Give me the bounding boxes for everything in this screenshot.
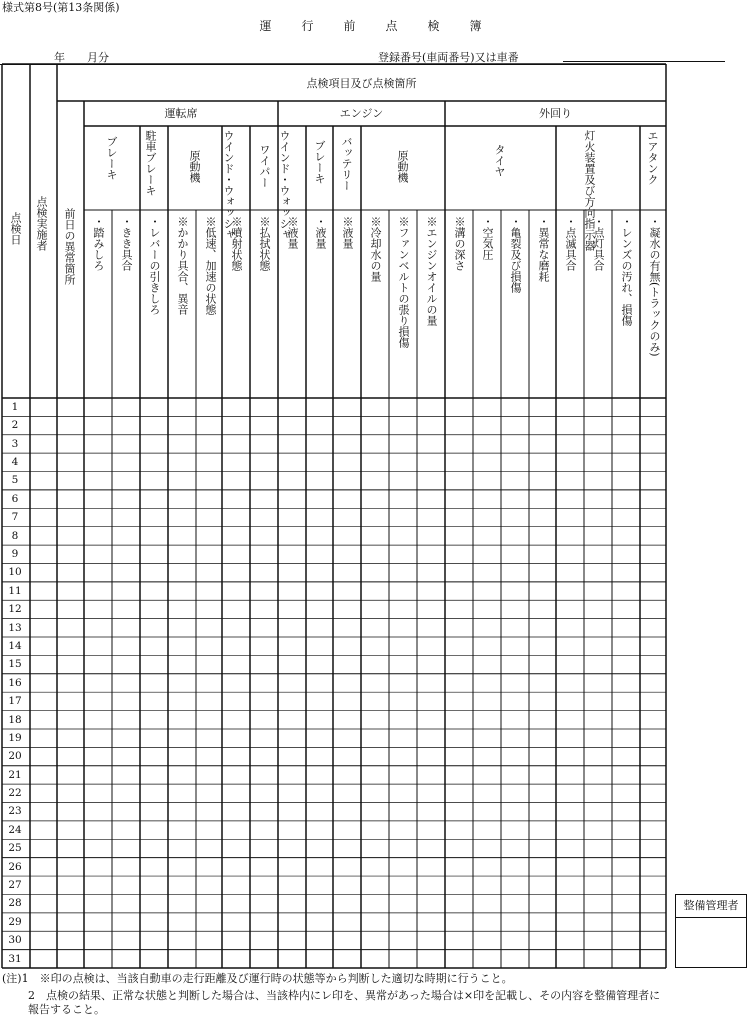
item-label: ※噴射状態 — [230, 216, 243, 271]
item-label: ※払拭状態 — [258, 216, 271, 271]
day-number: 19 — [8, 731, 22, 744]
item-label: ・液量 — [314, 216, 327, 249]
day-number: 13 — [8, 621, 22, 634]
item-label: ・空気圧 — [481, 216, 494, 260]
day-number: 18 — [8, 713, 22, 726]
note-2-cont: 報告すること。 — [28, 1003, 105, 1016]
item-label: ・点灯具合 — [592, 216, 605, 271]
year-label: 年 — [54, 51, 65, 64]
day-number: 30 — [8, 934, 22, 947]
item-label: ・きき具合 — [120, 216, 133, 271]
sub-air-tank: エアタンク — [646, 130, 659, 185]
day-number: 20 — [8, 750, 22, 763]
day-number: 14 — [8, 639, 22, 652]
item-label: ・レンズの汚れ、損傷 — [620, 216, 633, 326]
sub-brake: ブレーキ — [105, 136, 118, 180]
sub-prime-mover: 原動機 — [188, 150, 201, 183]
day-number: 27 — [8, 879, 22, 891]
note-2: 2 点検の結果、正常な状態と判断した場合は、当該枠内にレ印を、異常があった場合は×印を記載し、その内容を整備管理者に — [28, 989, 661, 1002]
item-label: ・亀裂及び損傷 — [509, 216, 522, 293]
sub-tire: タイヤ — [493, 144, 506, 177]
day-number: 17 — [8, 695, 22, 708]
item-label: ※液量 — [286, 216, 299, 249]
maintenance-manager-label: 整備管理者 — [676, 895, 746, 918]
page-title: 運 行 前 点 検 簿 — [259, 19, 491, 33]
day-number: 29 — [8, 915, 22, 928]
day-number: 7 — [11, 511, 19, 524]
item-label: ・凝水の有無(トラックのみ) — [648, 216, 661, 357]
group-driver-seat: 運転席 — [164, 107, 198, 120]
day-number: 31 — [8, 952, 22, 965]
group-engine: エンジン — [339, 107, 384, 120]
day-number: 11 — [8, 584, 22, 597]
item-label: ・異常な磨耗 — [537, 216, 550, 282]
month-label: 月分 — [87, 51, 109, 64]
maintenance-manager-box — [675, 894, 747, 968]
header-inspection-day: 点検日 — [9, 212, 22, 245]
day-number: 16 — [8, 676, 22, 689]
group-exterior: 外回り — [539, 107, 572, 120]
item-label: ※冷却水の量 — [369, 216, 382, 282]
day-number: 10 — [8, 566, 22, 579]
item-label: ・点滅具合 — [564, 216, 577, 271]
day-number: 28 — [8, 897, 22, 910]
item-label: ※ファンベルトの張り損傷 — [397, 216, 410, 348]
day-number: 5 — [11, 474, 19, 487]
item-label: ※低速、加速の状態 — [204, 216, 217, 315]
day-number: 8 — [11, 529, 19, 542]
day-number: 25 — [8, 842, 22, 855]
sub-window-washer: ウインド・ウォッシャ — [222, 130, 235, 240]
item-label: ・レバーの引きしろ — [148, 216, 161, 315]
sub-lights: 灯火装置及び方向指示器 — [583, 130, 596, 251]
day-number: 26 — [8, 860, 22, 873]
day-number: 15 — [8, 658, 22, 671]
sub-parking-brake: 駐車ブレーキ — [144, 130, 157, 196]
day-number: 21 — [8, 768, 22, 781]
registration-label: 登録番号(車両番号)又は車番 — [378, 51, 519, 64]
item-label: ※液量 — [341, 216, 354, 249]
item-label: ※溝の深さ — [453, 216, 466, 271]
day-number: 3 — [11, 437, 19, 450]
day-number: 24 — [8, 823, 22, 836]
sub-wiper: ワイパー — [258, 144, 271, 188]
day-number: 9 — [11, 548, 19, 561]
sub-engine-brake: ブレーキ — [313, 140, 326, 184]
form-number: 様式第8号(第13条関係) — [2, 1, 120, 14]
note-1: (注)1 ※印の点検は、当該自動車の走行距離及び運行時の状態等から判断した適切な時期に行うこと。 — [2, 972, 513, 985]
day-number: 6 — [11, 492, 19, 505]
item-label: ※かかり具合、異音 — [176, 216, 189, 315]
header-inspection-items: 点検項目及び点検箇所 — [306, 77, 417, 90]
day-number: 12 — [8, 603, 22, 616]
header-inspector: 点検実施者 — [35, 196, 48, 251]
day-number: 1 — [11, 400, 19, 413]
sub-engine-window-washer: ウインド・ウォッシャ — [278, 130, 291, 240]
sub-battery: バッテリー — [340, 136, 353, 191]
day-number: 22 — [8, 787, 22, 800]
maintenance-manager-seal-field[interactable] — [676, 918, 746, 968]
sub-engine-prime-mover: 原動機 — [396, 150, 409, 183]
item-label: ※エンジンオイルの量 — [425, 216, 438, 326]
day-number: 4 — [11, 456, 19, 469]
item-label: ・踏みしろ — [92, 216, 105, 271]
day-number: 2 — [11, 419, 19, 432]
header-previous-abnormal: 前日の異常箇所 — [63, 208, 76, 285]
day-number: 23 — [8, 805, 22, 818]
